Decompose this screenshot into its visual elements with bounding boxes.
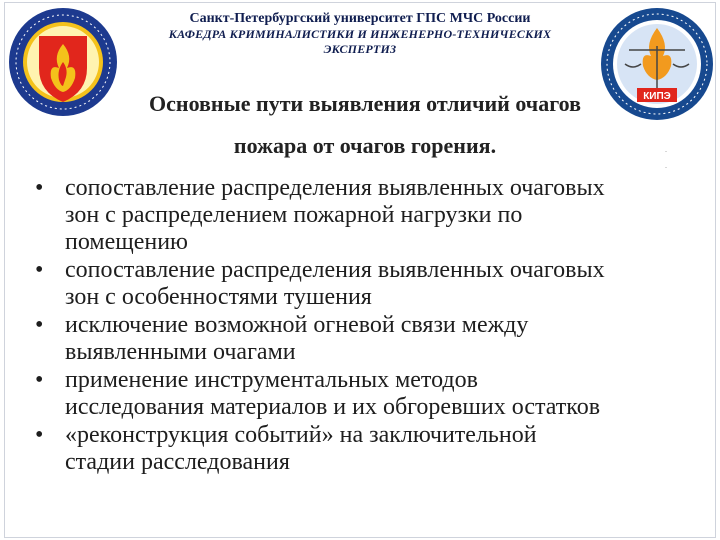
department-emblem-text: КИПЭ [643, 91, 671, 102]
bullet-icon: • [35, 312, 44, 338]
list-item-line: зон с распределением пожарной нагрузки по [65, 202, 523, 228]
bullet-icon: • [35, 367, 44, 393]
list-item-line: применение инструментальных методов [65, 367, 478, 393]
list-item-line: исключение возможной огневой связи между [65, 312, 529, 338]
list-item-line: сопоставление распределения выявленных очаговых [65, 175, 605, 201]
list-item-line: сопоставление распределения выявленных очаговых [65, 257, 605, 283]
slide-title-line1: Основные пути выявления отличий очагов [149, 91, 581, 116]
list-item [35, 312, 705, 366]
list-item [35, 367, 705, 421]
bullet-icon: • [35, 422, 44, 448]
list-item-line: помещению [65, 229, 188, 255]
slide [4, 2, 716, 538]
list-item-line: «реконструкция событий» на заключительной [65, 422, 537, 448]
slide-title-line2: пожара от очагов горения. [233, 133, 497, 158]
bullet-icon: • [35, 257, 44, 283]
list-item-line: зон с особенностями тушения [65, 284, 372, 310]
decorative-dot: . [665, 145, 667, 154]
bullet-list [35, 175, 705, 477]
list-item-line: выявленными очагами [65, 339, 296, 365]
header [125, 11, 595, 57]
bullet-icon: • [35, 175, 44, 201]
list-item [35, 257, 705, 311]
university-name: Санкт-Петербургский университет ГПС МЧС России [189, 11, 531, 26]
department-name-line1: КАФЕДРА КРИМИНАЛИСТИКИ И ИНЖЕНЕРНО-ТЕХНИЧЕСКИХ [168, 27, 552, 41]
list-item-line: стадии расследования [65, 449, 290, 475]
list-item-line: исследования материалов и их обгоревших остатков [65, 394, 601, 420]
list-item [35, 422, 705, 476]
department-name-line2: ЭКСПЕРТИЗ [323, 42, 397, 56]
slide-title [65, 83, 665, 167]
decorative-dot: . [665, 161, 667, 170]
list-item [35, 175, 705, 256]
